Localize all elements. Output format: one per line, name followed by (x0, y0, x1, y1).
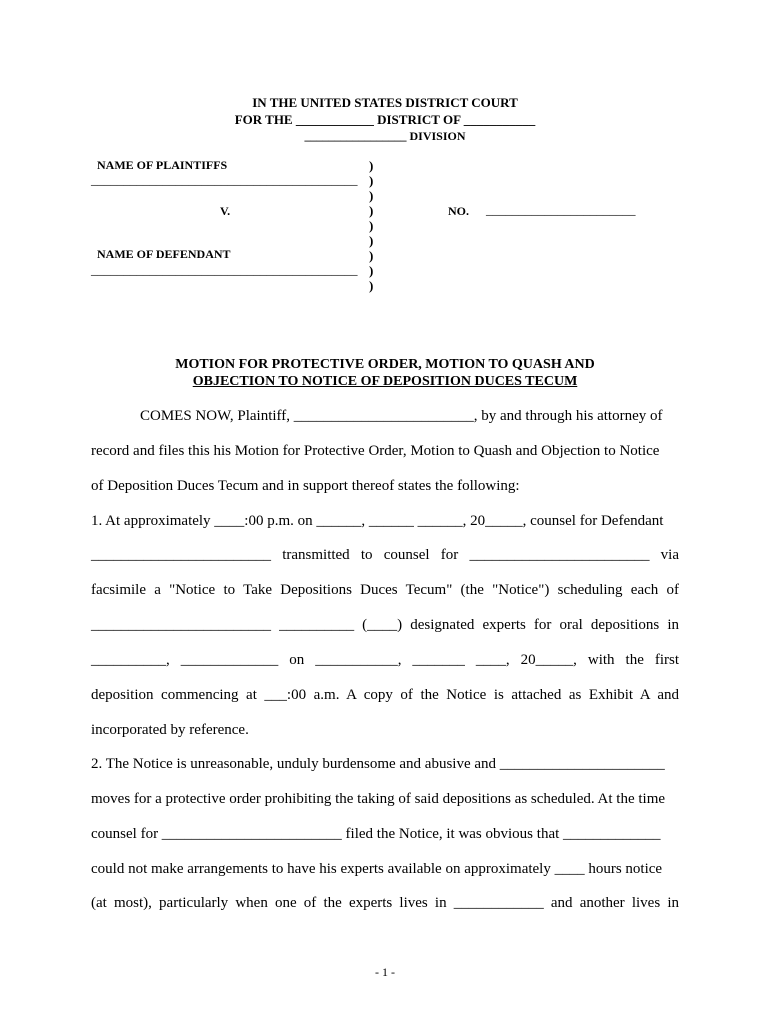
body-line: ________________________ transmitted to counsel for ________________________ via (91, 547, 679, 563)
caption-paren: ) (369, 233, 374, 248)
body-line: counsel for ________________________ filed the Notice, it was obvious that _____________ (91, 826, 661, 842)
motion-title-line2: OBJECTION TO NOTICE OF DEPOSITION DUCES TECUM (192, 374, 578, 389)
caption-paren: ) (369, 203, 374, 218)
motion-title-line1: MOTION FOR PROTECTIVE ORDER, MOTION TO QUASH AND (175, 357, 595, 372)
caption-paren: ) (369, 263, 374, 278)
caption-paren-column (369, 158, 373, 293)
body-line: record and files this his Motion for Protective Order, Motion to Quash and Objection to Notice (91, 443, 660, 459)
case-number-blank: _______________________ (486, 202, 636, 217)
plaintiffs-label: NAME OF PLAINTIFFS (97, 158, 228, 172)
caption-paren: ) (369, 158, 374, 173)
body-line: deposition commencing at ___:00 a.m. A copy of the Notice is attached as Exhibit A and (91, 687, 679, 703)
body-line: ________________________ __________ (____) designated experts for oral depositions in (91, 617, 679, 633)
caption-paren: ) (369, 248, 374, 263)
body-line: could not make arrangements to have his experts available on approximately ____ hours notice (91, 861, 663, 877)
versus-label: V. (220, 204, 231, 218)
body-line: 1. At approximately ____:00 p.m. on ______, ______ ______, 20_____, counsel for Defendant (91, 513, 664, 529)
body-line: of Deposition Duces Tecum and in support thereof states the following: (91, 478, 520, 494)
body-line: (at most), particularly when one of the experts lives in ____________ and another lives in (91, 895, 679, 911)
caption-paren: ) (369, 218, 374, 233)
body-line: __________, _____________ on ___________, _______ ____, 20_____, with the first (91, 652, 679, 668)
page-number: - 1 - (375, 965, 395, 979)
caption-paren: ) (369, 188, 374, 203)
court-division: _________________ DIVISION (304, 129, 466, 143)
body-line: moves for a protective order prohibiting the taking of said depositions as scheduled. At the time (91, 791, 666, 807)
case-number-label: NO. (448, 204, 469, 218)
body-line: incorporated by reference. (91, 722, 249, 738)
caption-paren: ) (369, 278, 374, 293)
defendant-blank: _________________________________________ (91, 262, 358, 277)
court-heading-line1: IN THE UNITED STATES DISTRICT COURT (252, 95, 518, 110)
court-heading-line2: FOR THE ____________ DISTRICT OF ___________ (234, 112, 536, 127)
body-line: facsimile a "Notice to Take Depositions Duces Tecum" (the "Notice") scheduling each of (91, 582, 679, 598)
caption-paren: ) (369, 173, 374, 188)
body-line: 2. The Notice is unreasonable, unduly burdensome and abusive and ______________________ (91, 756, 665, 772)
plaintiffs-blank: _________________________________________ (91, 172, 358, 187)
defendant-label: NAME OF DEFENDANT (97, 247, 231, 261)
body-line: COMES NOW, Plaintiff, ________________________, by and through his attorney of (140, 408, 663, 424)
